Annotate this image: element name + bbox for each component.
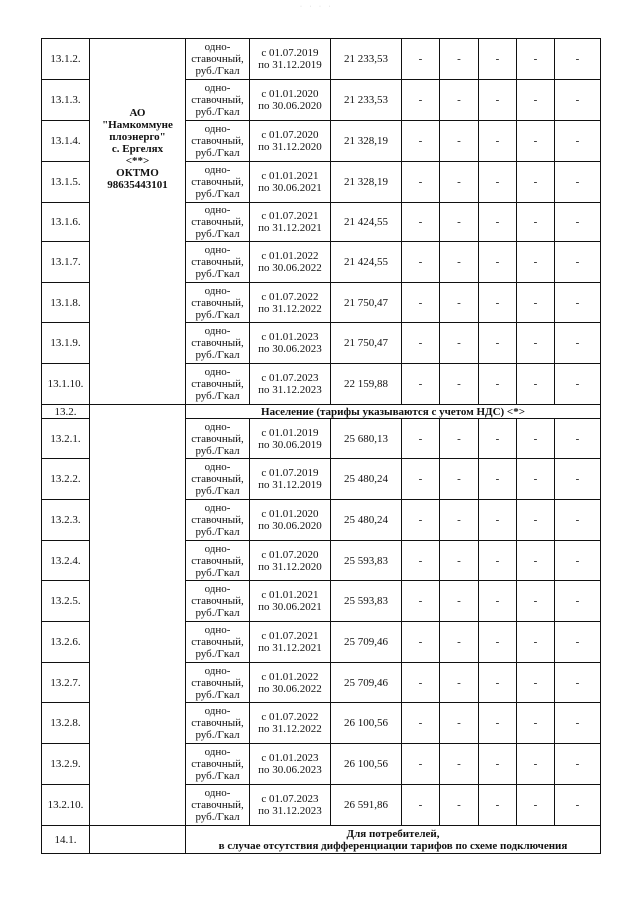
empty-value-cell: - xyxy=(440,459,479,500)
tariff-type-unit: руб./Гкал xyxy=(195,648,240,660)
row-number: 13.2.2. xyxy=(42,459,90,500)
period-cell xyxy=(250,785,331,826)
empty-value-cell: - xyxy=(402,283,440,323)
empty-value-cell: - xyxy=(440,121,479,162)
org-blank-cell xyxy=(90,826,186,854)
period-to: по 30.06.2023 xyxy=(258,343,322,355)
row-number: 13.2.9. xyxy=(42,744,90,785)
tariff-type-line: одно- xyxy=(204,420,231,433)
tariff-type-line: ставочный, xyxy=(191,799,244,811)
tariff-type-line: одно- xyxy=(204,787,231,799)
period-from: с 01.07.2023 xyxy=(261,372,319,384)
section-title xyxy=(186,826,601,854)
tariff-type-line: одно- xyxy=(204,705,231,717)
empty-value-cell: - xyxy=(517,39,555,80)
tariff-type-line: одно- xyxy=(204,502,231,514)
tariff-type-cell xyxy=(186,541,250,581)
empty-value-cell: - xyxy=(479,323,517,364)
tariff-type-unit: руб./Гкал xyxy=(195,526,240,538)
empty-value-cell: - xyxy=(517,283,555,323)
tariff-type-unit: руб./Гкал xyxy=(195,65,240,77)
tariff-type-cell xyxy=(186,744,250,785)
empty-value-cell: - xyxy=(555,703,601,744)
org-blank-cell xyxy=(90,39,186,80)
period-to: по 30.06.2023 xyxy=(258,764,322,776)
period-from: с 01.07.2021 xyxy=(261,630,319,642)
empty-value-cell: - xyxy=(517,419,555,459)
empty-value-cell: - xyxy=(402,581,440,622)
tariff-value: 21 424,55 xyxy=(331,242,402,283)
period-to: по 30.06.2022 xyxy=(258,682,322,695)
period-from: с 01.07.2022 xyxy=(261,290,319,303)
period-to: по 31.12.2021 xyxy=(258,642,322,654)
period-cell xyxy=(250,663,331,703)
tariff-type-cell xyxy=(186,39,250,80)
organization-cell xyxy=(90,80,186,405)
row-number: 13.2.7. xyxy=(42,663,90,703)
tariff-type-line: ставочный, xyxy=(191,676,244,689)
tariff-type-unit: руб./Гкал xyxy=(195,444,240,457)
period-cell xyxy=(250,39,331,80)
empty-value-cell: - xyxy=(517,785,555,826)
tariff-type-line: ставочный, xyxy=(191,432,244,445)
tariff-type-unit: руб./Гкал xyxy=(195,228,240,240)
tariff-value: 21 750,47 xyxy=(331,283,402,323)
tariff-value: 25 680,13 xyxy=(331,419,402,459)
tariff-type-unit: руб./Гкал xyxy=(195,811,240,823)
empty-value-cell: - xyxy=(555,283,601,323)
empty-value-cell: - xyxy=(402,785,440,826)
period-cell xyxy=(250,459,331,500)
empty-value-cell: - xyxy=(555,622,601,663)
empty-value-cell: - xyxy=(517,162,555,203)
empty-value-cell: - xyxy=(479,364,517,405)
empty-value-cell: - xyxy=(517,744,555,785)
empty-value-cell: - xyxy=(517,323,555,364)
row-number: 13.2. xyxy=(42,405,90,419)
tariff-type-line: ставочный, xyxy=(191,296,244,309)
empty-value-cell: - xyxy=(402,323,440,364)
empty-value-cell: - xyxy=(402,121,440,162)
empty-value-cell: - xyxy=(555,541,601,581)
period-cell xyxy=(250,80,331,121)
period-cell xyxy=(250,323,331,364)
tariff-type-cell xyxy=(186,419,250,459)
table-body-consumers xyxy=(42,826,601,854)
tariff-type-line: одно- xyxy=(204,284,231,297)
empty-value-cell: - xyxy=(440,744,479,785)
tariff-value: 26 100,56 xyxy=(331,744,402,785)
empty-value-cell: - xyxy=(440,203,479,242)
tariff-type-line: одно- xyxy=(204,583,231,595)
row-number: 13.1.4. xyxy=(42,121,90,162)
tariff-type-line: ставочный, xyxy=(191,595,244,607)
empty-value-cell: - xyxy=(440,541,479,581)
empty-value-cell: - xyxy=(555,121,601,162)
period-cell xyxy=(250,581,331,622)
empty-value-cell: - xyxy=(555,500,601,541)
empty-value-cell: - xyxy=(479,203,517,242)
period-cell xyxy=(250,162,331,203)
tariff-type-unit: руб./Гкал xyxy=(195,607,240,619)
tariff-value: 22 159,88 xyxy=(331,364,402,405)
tariff-type-unit: руб./Гкал xyxy=(195,729,240,741)
empty-value-cell: - xyxy=(479,419,517,459)
tariff-type-cell xyxy=(186,121,250,162)
tariff-type-cell xyxy=(186,581,250,622)
tariff-type-line: ставочный, xyxy=(191,636,244,648)
org-name-line: "Намкоммуне xyxy=(102,118,173,131)
empty-value-cell: - xyxy=(440,162,479,203)
empty-value-cell: - xyxy=(479,703,517,744)
period-cell xyxy=(250,364,331,405)
empty-value-cell: - xyxy=(555,80,601,121)
table-row xyxy=(42,39,601,80)
org-name-line: АО xyxy=(129,106,146,119)
empty-value-cell: - xyxy=(517,581,555,622)
org-blank-cell xyxy=(90,405,186,826)
row-number: 13.1.9. xyxy=(42,323,90,364)
empty-value-cell: - xyxy=(555,242,601,283)
empty-value-cell: - xyxy=(402,419,440,459)
row-number: 13.1.3. xyxy=(42,80,90,121)
empty-value-cell: - xyxy=(479,541,517,581)
tariff-type-cell xyxy=(186,162,250,203)
row-number: 13.2.6. xyxy=(42,622,90,663)
tariff-type-unit: руб./Гкал xyxy=(195,770,240,782)
empty-value-cell: - xyxy=(402,541,440,581)
period-from: с 01.07.2020 xyxy=(261,129,319,141)
tariff-type-line: ставочный, xyxy=(191,473,244,485)
empty-value-cell: - xyxy=(402,80,440,121)
tariff-type-cell xyxy=(186,703,250,744)
tariff-type-line: одно- xyxy=(204,542,231,555)
tariff-value: 25 593,83 xyxy=(331,581,402,622)
empty-value-cell: - xyxy=(479,459,517,500)
row-number: 13.2.5. xyxy=(42,581,90,622)
section-title-line: Для потребителей, xyxy=(346,827,440,840)
period-to: по 30.06.2021 xyxy=(258,601,322,613)
period-cell xyxy=(250,419,331,459)
empty-value-cell: - xyxy=(440,242,479,283)
tariff-type-line: ставочный, xyxy=(191,176,244,188)
empty-value-cell: - xyxy=(555,459,601,500)
tariff-type-unit: руб./Гкал xyxy=(195,268,240,280)
tariff-type-line: одно- xyxy=(204,624,231,636)
org-footnote-mark: <**> xyxy=(125,154,150,167)
tariff-type-line: ставочный, xyxy=(191,758,244,770)
empty-value-cell: - xyxy=(479,581,517,622)
row-number: 13.2.1. xyxy=(42,419,90,459)
tariff-type-line: ставочный, xyxy=(191,135,244,147)
tariff-type-unit: руб./Гкал xyxy=(195,485,240,497)
empty-value-cell: - xyxy=(555,323,601,364)
empty-value-cell: - xyxy=(479,121,517,162)
period-from: с 01.01.2023 xyxy=(261,752,319,764)
empty-value-cell: - xyxy=(402,364,440,405)
tariff-type-line: одно- xyxy=(204,664,231,677)
tariff-type-unit: руб./Гкал xyxy=(195,688,240,701)
row-number: 13.2.3. xyxy=(42,500,90,541)
tariff-type-line: ставочный, xyxy=(191,53,244,65)
tariff-type-unit: руб./Гкал xyxy=(195,308,240,321)
empty-value-cell: - xyxy=(479,663,517,703)
tariff-type-line: одно- xyxy=(204,461,231,473)
tariff-type-cell xyxy=(186,80,250,121)
tariff-type-line: одно- xyxy=(204,325,231,337)
row-number: 14.1. xyxy=(42,826,90,854)
org-location: с. Ергелях xyxy=(111,142,164,155)
period-from: с 01.01.2019 xyxy=(261,426,319,439)
period-cell xyxy=(250,541,331,581)
period-from: с 01.07.2019 xyxy=(261,47,319,59)
period-from: с 01.07.2021 xyxy=(261,210,319,222)
empty-value-cell: - xyxy=(555,663,601,703)
empty-value-cell: - xyxy=(402,744,440,785)
empty-value-cell: - xyxy=(517,500,555,541)
period-from: с 01.01.2021 xyxy=(261,170,319,182)
period-to: по 30.06.2020 xyxy=(258,520,322,532)
tariff-type-cell xyxy=(186,459,250,500)
empty-value-cell: - xyxy=(517,541,555,581)
period-to: по 30.06.2021 xyxy=(258,182,322,194)
tariff-type-line: одно- xyxy=(204,82,231,94)
period-cell xyxy=(250,203,331,242)
tariff-type-line: одно- xyxy=(204,204,231,216)
row-number: 13.1.5. xyxy=(42,162,90,203)
section-row xyxy=(42,826,601,854)
empty-value-cell: - xyxy=(402,663,440,703)
tariff-type-line: ставочный, xyxy=(191,717,244,729)
tariff-value: 21 424,55 xyxy=(331,203,402,242)
tariff-type-cell xyxy=(186,785,250,826)
empty-value-cell: - xyxy=(555,39,601,80)
tariff-value: 21 750,47 xyxy=(331,323,402,364)
empty-value-cell: - xyxy=(402,162,440,203)
empty-value-cell: - xyxy=(440,622,479,663)
row-number: 13.1.10. xyxy=(42,364,90,405)
tariff-type-line: ставочный, xyxy=(191,378,244,390)
tariff-type-line: ставочный, xyxy=(191,337,244,349)
empty-value-cell: - xyxy=(402,622,440,663)
org-name-line: плоэнерго" xyxy=(109,130,166,143)
row-number: 13.1.8. xyxy=(42,283,90,323)
tariff-value: 25 593,83 xyxy=(331,541,402,581)
empty-value-cell: - xyxy=(440,283,479,323)
tariff-type-line: одно- xyxy=(204,123,231,135)
empty-value-cell: - xyxy=(479,39,517,80)
period-from: с 01.01.2020 xyxy=(261,508,319,520)
empty-value-cell: - xyxy=(479,162,517,203)
tariff-value: 25 480,24 xyxy=(331,500,402,541)
empty-value-cell: - xyxy=(517,80,555,121)
empty-value-cell: - xyxy=(402,459,440,500)
empty-value-cell: - xyxy=(517,663,555,703)
oktmo-code: 98635443101 xyxy=(107,178,168,191)
tariff-type-cell xyxy=(186,323,250,364)
scan-speck: · · · · xyxy=(300,4,334,10)
row-number: 13.2.8. xyxy=(42,703,90,744)
tariff-type-unit: руб./Гкал xyxy=(195,188,240,200)
period-to: по 31.12.2023 xyxy=(258,805,322,817)
period-from: с 01.07.2019 xyxy=(261,467,319,479)
tariff-value: 25 709,46 xyxy=(331,622,402,663)
row-number: 13.1.7. xyxy=(42,242,90,283)
empty-value-cell: - xyxy=(479,80,517,121)
tariff-type-line: одно- xyxy=(204,164,231,176)
empty-value-cell: - xyxy=(402,500,440,541)
empty-value-cell: - xyxy=(555,162,601,203)
empty-value-cell: - xyxy=(517,364,555,405)
table-body-org xyxy=(42,39,601,405)
period-to: по 30.06.2022 xyxy=(258,262,322,274)
period-from: с 01.01.2022 xyxy=(261,250,319,262)
empty-value-cell: - xyxy=(555,203,601,242)
tariff-type-line: одно- xyxy=(204,366,231,378)
empty-value-cell: - xyxy=(440,419,479,459)
row-number: 13.2.4. xyxy=(42,541,90,581)
period-to: по 31.12.2023 xyxy=(258,384,322,396)
empty-value-cell: - xyxy=(479,500,517,541)
period-cell xyxy=(250,744,331,785)
empty-value-cell: - xyxy=(555,419,601,459)
empty-value-cell: - xyxy=(440,703,479,744)
empty-value-cell: - xyxy=(440,80,479,121)
period-from: с 01.01.2023 xyxy=(261,331,319,343)
period-from: с 01.07.2020 xyxy=(261,548,319,561)
tariff-value: 25 709,46 xyxy=(331,663,402,703)
empty-value-cell: - xyxy=(517,121,555,162)
tariff-value: 21 233,53 xyxy=(331,39,402,80)
tariff-type-unit: руб./Гкал xyxy=(195,106,240,118)
empty-value-cell: - xyxy=(555,785,601,826)
tariff-type-cell xyxy=(186,283,250,323)
empty-value-cell: - xyxy=(402,703,440,744)
empty-value-cell: - xyxy=(517,459,555,500)
empty-value-cell: - xyxy=(517,242,555,283)
empty-value-cell: - xyxy=(402,203,440,242)
period-to: по 31.12.2020 xyxy=(258,560,322,573)
tariff-type-line: одно- xyxy=(204,746,231,758)
tariff-type-line: ставочный, xyxy=(191,554,244,567)
period-from: с 01.01.2022 xyxy=(261,670,319,683)
period-from: с 01.07.2022 xyxy=(261,711,319,723)
row-number: 13.2.10. xyxy=(42,785,90,826)
tariff-type-line: ставочный, xyxy=(191,256,244,268)
tariff-type-unit: руб./Гкал xyxy=(195,349,240,361)
empty-value-cell: - xyxy=(440,500,479,541)
tariff-type-line: ставочный, xyxy=(191,94,244,106)
tariff-table xyxy=(41,38,601,854)
period-cell xyxy=(250,703,331,744)
period-cell xyxy=(250,500,331,541)
period-to: по 31.12.2022 xyxy=(258,723,322,735)
tariff-type-line: ставочный, xyxy=(191,216,244,228)
empty-value-cell: - xyxy=(402,242,440,283)
empty-value-cell: - xyxy=(402,39,440,80)
period-from: с 01.07.2023 xyxy=(261,793,319,805)
tariff-value: 21 328,19 xyxy=(331,162,402,203)
section-title-line: в случае отсутствия дифференциации тарифов по схеме подключения xyxy=(218,839,568,852)
tariff-type-unit: руб./Гкал xyxy=(195,566,240,579)
tariff-type-cell xyxy=(186,364,250,405)
tariff-type-line: одно- xyxy=(204,244,231,256)
empty-value-cell: - xyxy=(517,622,555,663)
period-cell xyxy=(250,283,331,323)
period-from: с 01.01.2021 xyxy=(261,589,319,601)
tariff-type-cell xyxy=(186,663,250,703)
row-number: 13.1.6. xyxy=(42,203,90,242)
tariff-type-unit: руб./Гкал xyxy=(195,390,240,402)
period-to: по 31.12.2019 xyxy=(258,479,322,491)
tariff-type-cell xyxy=(186,500,250,541)
empty-value-cell: - xyxy=(479,283,517,323)
table-body-population xyxy=(42,405,601,826)
empty-value-cell: - xyxy=(555,364,601,405)
table-row xyxy=(42,80,601,121)
empty-value-cell: - xyxy=(517,203,555,242)
period-to: по 31.12.2019 xyxy=(258,59,322,71)
tariff-value: 26 591,86 xyxy=(331,785,402,826)
empty-value-cell: - xyxy=(440,663,479,703)
empty-value-cell: - xyxy=(479,242,517,283)
section-row xyxy=(42,405,601,419)
tariff-type-cell xyxy=(186,622,250,663)
empty-value-cell: - xyxy=(517,703,555,744)
tariff-type-cell xyxy=(186,242,250,283)
empty-value-cell: - xyxy=(440,581,479,622)
tariff-value: 26 100,56 xyxy=(331,703,402,744)
period-to: по 31.12.2021 xyxy=(258,222,322,234)
empty-value-cell: - xyxy=(440,323,479,364)
period-to: по 31.12.2022 xyxy=(258,302,322,315)
tariff-value: 21 233,53 xyxy=(331,80,402,121)
period-cell xyxy=(250,121,331,162)
tariff-value: 21 328,19 xyxy=(331,121,402,162)
empty-value-cell: - xyxy=(440,364,479,405)
empty-value-cell: - xyxy=(479,744,517,785)
empty-value-cell: - xyxy=(479,785,517,826)
oktmo-label: ОКТМО xyxy=(116,166,159,179)
row-number: 13.1.2. xyxy=(42,39,90,80)
tariff-type-line: одно- xyxy=(204,41,231,53)
tariff-type-line: ставочный, xyxy=(191,514,244,526)
empty-value-cell: - xyxy=(440,39,479,80)
period-to: по 31.12.2020 xyxy=(258,141,322,153)
tariff-value: 25 480,24 xyxy=(331,459,402,500)
empty-value-cell: - xyxy=(555,744,601,785)
period-to: по 30.06.2020 xyxy=(258,100,322,112)
empty-value-cell: - xyxy=(555,581,601,622)
period-to: по 30.06.2019 xyxy=(258,438,322,451)
tariff-type-unit: руб./Гкал xyxy=(195,147,240,159)
empty-value-cell: - xyxy=(440,785,479,826)
period-cell xyxy=(250,622,331,663)
period-from: с 01.01.2020 xyxy=(261,88,319,100)
tariff-type-cell xyxy=(186,203,250,242)
period-cell xyxy=(250,242,331,283)
section-title: Население (тарифы указываются с учетом НДС) <*> xyxy=(186,405,601,419)
empty-value-cell: - xyxy=(479,622,517,663)
